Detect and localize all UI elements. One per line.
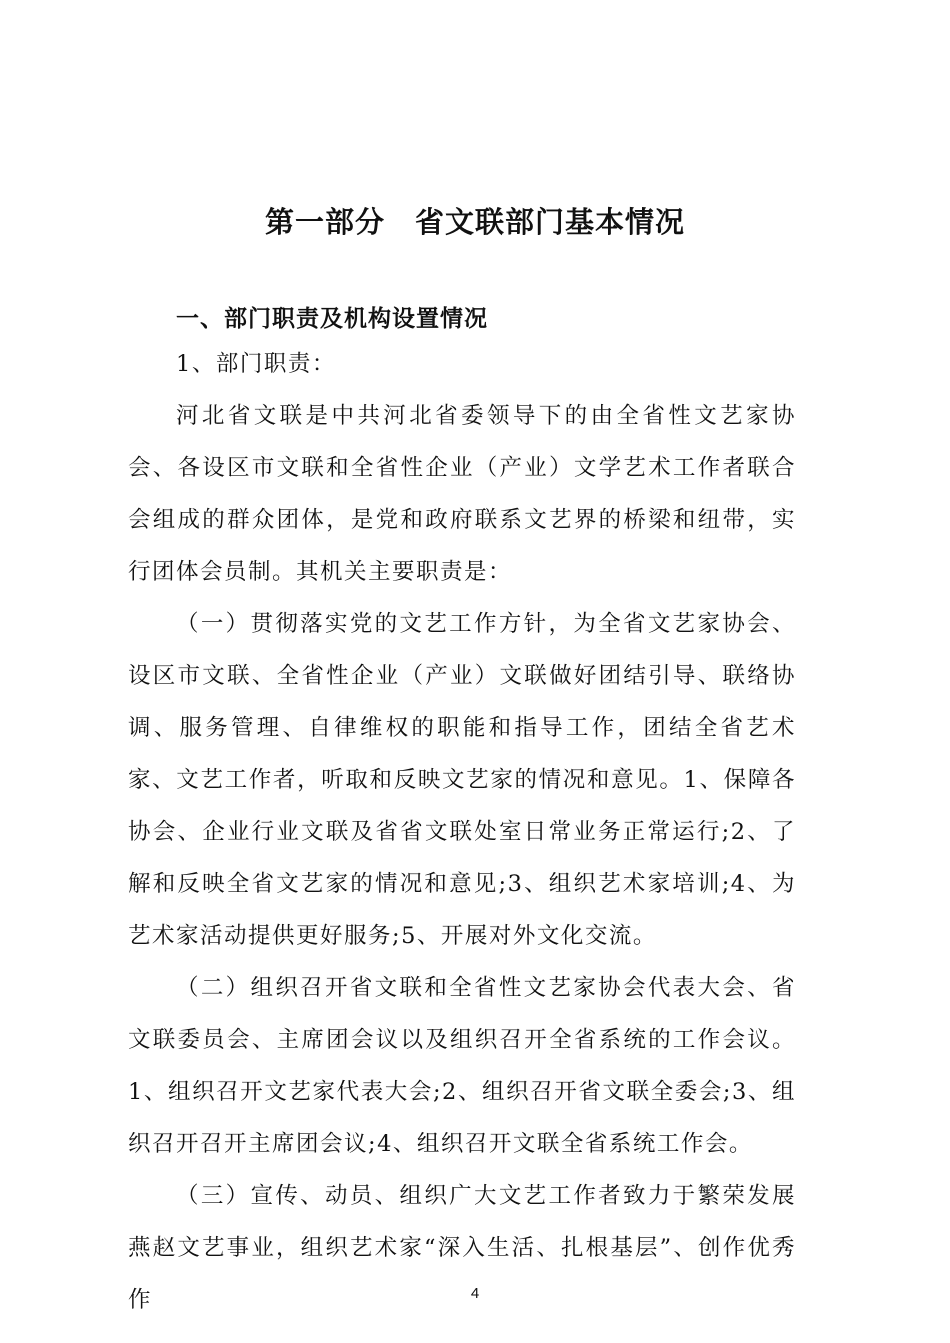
section-heading: 一、部门职责及机构设置情况	[176, 306, 488, 332]
page-number: 4	[470, 1285, 480, 1302]
document-body	[128, 338, 796, 1326]
page-title: 第一部分 省文联部门基本情况	[264, 205, 685, 239]
paragraph: （一）贯彻落实党的文艺工作方针，为全省文艺家协会、设区市文联、全省性企业（产业）文联做好团结引导、联络协调、服务管理、自律维权的职能和指导工作，团结全省艺术家、文艺工作者，听取和反映文艺家的情况和意见。1、保障各协会、企业行业文联及省省文联处室日常业务正常运行;2、了解和反映全省文艺家的情况和意见;3、组织艺术家培训;4、为艺术家活动提供更好服务;5、开展对外文化交流。	[128, 611, 796, 949]
paragraph: 1、部门职责：	[176, 351, 336, 377]
paragraph: （二）组织召开省文联和全省性文艺家协会代表大会、省文联委员会、主席团会议以及组织召开全省系统的工作会议。1、组织召开文艺家代表大会;2、组织召开省文联全委会;3、组织召开召开主席团会议;4、组织召开文联全省系统工作会。	[128, 975, 796, 1157]
paragraph: 河北省文联是中共河北省委领导下的由全省性文艺家协会、各设区市文联和全省性企业（产业）文学艺术工作者联合会组成的群众团体，是党和政府联系文艺界的桥梁和纽带，实行团体会员制。其机关主要职责是：	[128, 403, 796, 585]
paragraph: （三）宣传、动员、组织广大文艺工作者致力于繁荣发展燕赵文艺事业，组织艺术家“深入生活、扎根基层”、创作优秀作	[128, 1183, 796, 1313]
